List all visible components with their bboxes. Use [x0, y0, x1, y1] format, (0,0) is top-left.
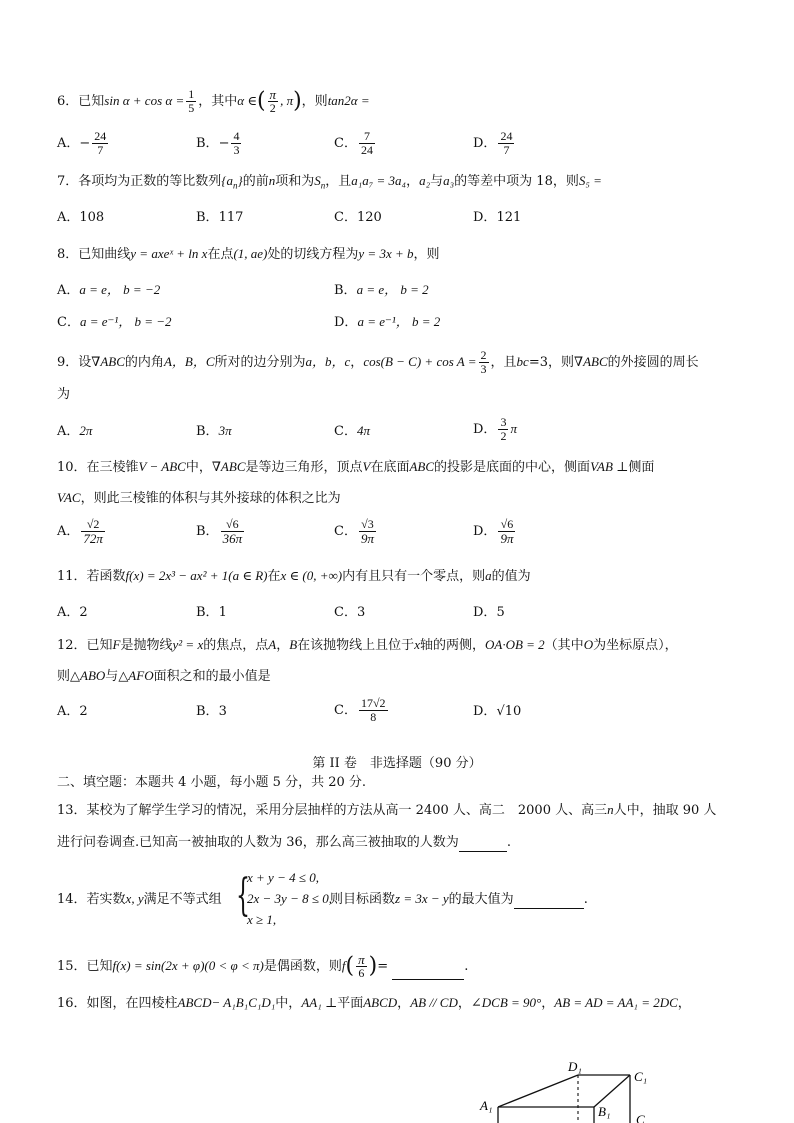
label-c: C [636, 1112, 645, 1123]
q11-option-a: A．2 [57, 605, 88, 620]
q14-constraint-3: x ≥ 1, [247, 912, 277, 927]
q13-line1: 13．某校为了解学生学习的情况，采用分层抽样的方法从高一 2400 人、高二 2000 人、高三n人中，抽取 90 人 [57, 802, 717, 818]
q10-option-b: B． $\frac{√6}{36\pi}$ [196, 517, 243, 546]
q10-option-a: A． $\frac{√2}{72\pi}$ [57, 517, 103, 546]
q14-stem-b: 则目标函数z = 3x − y的最大值为 . [330, 891, 588, 907]
label-d1: D₁ [568, 1059, 582, 1074]
q6-option-b: B．− $\frac{4}{3}$ [196, 129, 240, 157]
q12-option-c: C． $\frac{17√2}{8}$ [334, 696, 386, 724]
part2-title: 第 II 卷 非选择题（90 分） [312, 756, 482, 771]
q6-option-c: C． $\frac{7}{24}$ [334, 129, 373, 157]
q11-option-d: D．5 [473, 605, 505, 620]
q7-option-a: A．108 [57, 210, 105, 225]
q6-stem: 6．已知sin α + cos α = $\frac{1}{5}$ ，其中α ∈( $\frac{\pi}{2}$ , π)，则tan2α = [57, 87, 370, 115]
section-heading: 二、填空题：本题共 4 小题，每小题 5 分，共 20 分. [57, 775, 367, 790]
label-b1: B₁ [598, 1104, 611, 1119]
q13-answer-blank[interactable] [459, 837, 507, 852]
q6-option-a: A．− $\frac{24}{7}$ [57, 129, 107, 157]
q9-line2: 为 [57, 387, 71, 402]
q14-brace: { [236, 870, 250, 921]
q14-constraint-1: x + y − 4 ≤ 0, [247, 870, 319, 885]
q7-option-c: C．120 [334, 210, 382, 225]
q7-option-d: D．121 [473, 210, 522, 225]
q10-line2: VAC，则此三棱锥的体积与其外接球的体积之比为 [57, 490, 341, 506]
q8-option-c: C．a = e⁻¹， b = −2 [57, 314, 172, 330]
q11-option-c: C．3 [334, 605, 366, 620]
q10-option-c: C． $\frac{√3}{9\pi}$ [334, 517, 374, 546]
q14-constraint-2: 2x − 3y − 8 ≤ 0, [247, 891, 332, 906]
q11-option-b: B．1 [196, 605, 227, 620]
q9-option-d: D． $\frac{3}{2}$ π [473, 415, 517, 443]
q10-option-d: D． $\frac{√6}{9\pi}$ [473, 517, 514, 546]
q12-line2: 则△ABO与△AFO面积之和的最小值是 [57, 668, 271, 684]
q12-option-b: B．3 [196, 704, 227, 719]
q9-option-c: C．4π [334, 423, 370, 439]
q16-stem: 16．如图，在四棱柱ABCD− A₁B₁C₁D₁中，AA₁ ⊥平面ABCD，AB // CD，∠DCB = 90°，AB = AD = AA₁ = 2DC， [57, 995, 691, 1011]
edge-a1-d1 [498, 1075, 578, 1107]
edge-c1-b1 [594, 1075, 630, 1107]
q11-stem: 11．若函数f(x) = 2x³ − ax² + 1(a ∈ R)在x ∈ (0, +∞)内有且只有一个零点，则a的值为 [57, 568, 531, 584]
q7-stem: 7．各项均为正数的等比数列$\{a_n\}$的前n项和为$S_n$，且a₁a₇ = 3a₄，a₂与a₃的等差中项为 18，则S₅ = [57, 173, 602, 191]
q8-option-b: B．a = e， b = 2 [334, 282, 429, 298]
q8-stem: 8．已知曲线y = axeˣ + ln x在点(1, ae)处的切线方程为y = 3x + b，则 [57, 246, 440, 262]
q15-stem: 15．已知f(x) = sin(2x + φ)(0 < φ < π)是偶函数，则f( $\frac{\pi}{6}$ )= . [57, 952, 469, 980]
q14-stem-a: 14．若实数x, y满足不等式组 [57, 891, 222, 907]
q9-option-b: B．3π [196, 423, 232, 439]
q15-answer-blank[interactable] [392, 965, 464, 980]
q8-option-a: A．a = e， b = −2 [57, 282, 161, 298]
q6-option-d: D． $\frac{24}{7}$ [473, 129, 513, 157]
q9-stem: 9．设∇ABC的内角A，B，C所对的边分别为a，b，c，cos(B − C) + cos A = $\frac{2}{3}$ ，且bc=3，则∇ABC的外接圆的周长 [57, 348, 699, 376]
q14-answer-blank[interactable] [514, 894, 584, 909]
q7-option-b: B．117 [196, 210, 244, 225]
q8-option-d: D．a = e⁻¹， b = 2 [334, 314, 441, 330]
q12-option-a: A．2 [57, 704, 88, 719]
prism-figure [470, 1050, 670, 1123]
q12-stem: 12．已知F是抛物线y² = x的焦点，点A，B在该抛物线上且位于x轴的两侧，OA·OB = 2（其中O为坐标原点）， [57, 637, 678, 653]
label-a1: A₁ [480, 1098, 493, 1113]
label-c1: C₁ [634, 1069, 648, 1084]
q12-option-d: D．√10 [473, 704, 522, 719]
q13-line2: 进行问卷调查.已知高一被抽取的人数为 36，那么高三被抽取的人数为 . [57, 835, 511, 850]
q9-option-a: A．2π [57, 423, 93, 439]
q10-stem: 10．在三棱锥V − ABC中，∇ABC是等边三角形，顶点V在底面ABC的投影是底面的中心，侧面VAB ⊥侧面 [57, 459, 655, 475]
